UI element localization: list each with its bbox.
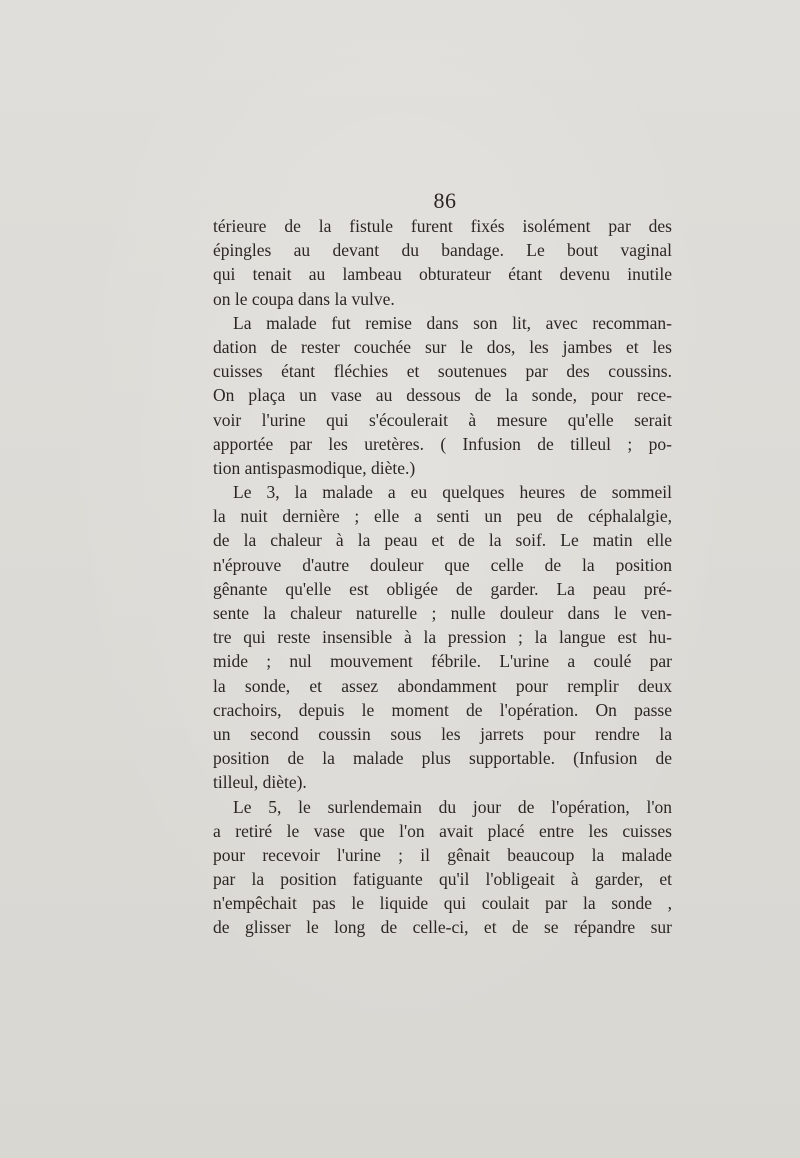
text-line: qui tenait au lambeau obturateur étant devenu inutile [213, 264, 672, 285]
text-line: voir l'urine qui s'écoulerait à mesure qu'elle serait [213, 409, 672, 430]
text-line: tre qui reste insensible à la pression ; la langue est hu- [213, 627, 672, 648]
text-line: un second coussin sous les jarrets pour rendre la [213, 723, 672, 744]
text-line: de la chaleur à la peau et de la soif. Le matin elle [213, 530, 672, 551]
text-line: n'éprouve d'autre douleur que celle de la position [213, 554, 672, 575]
text-line: dation de rester couchée sur le dos, les jambes et les [213, 336, 672, 357]
text-line: la sonde, et assez abondamment pour remplir deux [213, 675, 672, 696]
text-line: La malade fut remise dans son lit, avec recomman- [233, 312, 672, 333]
text-line: sente la chaleur naturelle ; nulle douleur dans le ven- [213, 603, 672, 623]
text-line: tion antispasmodique, diète.) [213, 457, 416, 478]
text-line: épingles au devant du bandage. Le bout vaginal [213, 240, 672, 261]
text-line: position de la malade plus supportable. (Infusion de [213, 748, 672, 769]
text-line: tilleul, diète). [213, 772, 307, 793]
text-line: mide ; nul mouvement fébrile. L'urine a coulé par [213, 651, 672, 672]
text-line: crachoirs, depuis le moment de l'opération. On passe [213, 699, 672, 720]
text-line: Le 3, la malade a eu quelques heures de sommeil [233, 482, 672, 503]
body-text [213, 214, 672, 940]
text-line: n'empêchait pas le liquide qui coulait par la sonde , [213, 893, 672, 914]
page-number: 86 [433, 188, 457, 213]
text-line: a retiré le vase que l'on avait placé entre les cuisses [213, 820, 672, 841]
text-line: par la position fatiguante qu'il l'obligeait à garder, et [213, 869, 672, 890]
text-line: la nuit dernière ; elle a senti un peu de céphalalgie, [213, 506, 672, 527]
text-line: térieure de la fistule furent fixés isolément par des [213, 216, 672, 236]
text-line: de glisser le long de celle-ci, et de se répandre sur [213, 917, 672, 938]
text-line: On plaça un vase au dessous de la sonde, pour rece- [213, 385, 672, 406]
text-line: on le coupa dans la vulve. [213, 288, 395, 309]
text-line: Le 5, le surlendemain du jour de l'opération, l'on [233, 796, 672, 817]
text-line: apportée par les uretères. ( Infusion de tilleul ; po- [213, 433, 672, 454]
text-line: gênante qu'elle est obligée de garder. La peau pré- [213, 578, 672, 599]
text-line: cuisses étant fléchies et soutenues par des coussins. [213, 361, 672, 382]
text-line: pour recevoir l'urine ; il gênait beaucoup la malade [213, 844, 672, 865]
